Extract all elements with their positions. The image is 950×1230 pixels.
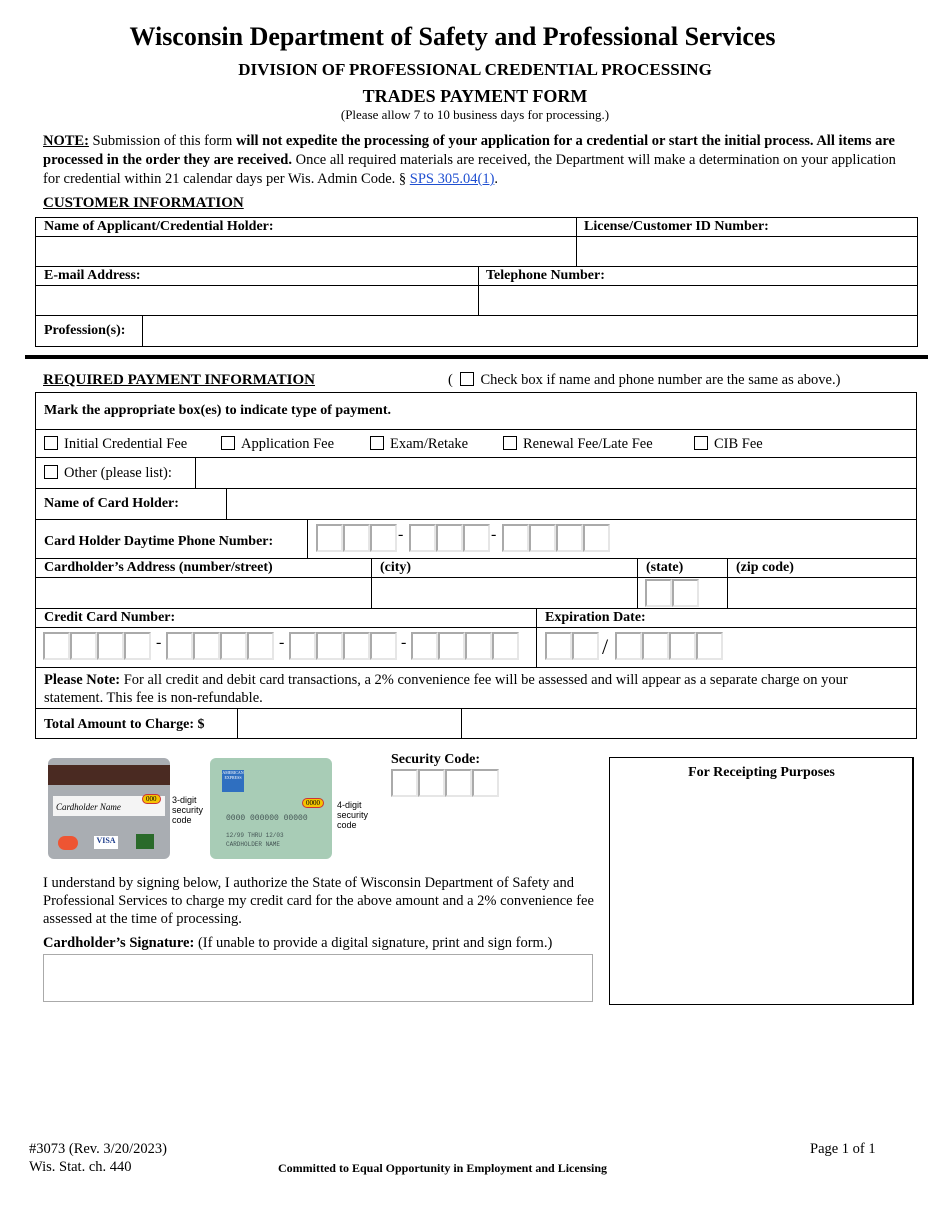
divider: [35, 558, 917, 559]
digit-box[interactable]: [572, 632, 599, 660]
divider: [637, 558, 638, 608]
cid-sample: 0000: [302, 798, 324, 808]
fee-renewal[interactable]: [503, 436, 653, 453]
amex-dates: 12/99 THRU 12/03: [226, 832, 284, 839]
digit-box[interactable]: [124, 632, 151, 660]
divider: [35, 429, 917, 430]
card-number-group-2[interactable]: [166, 632, 274, 660]
digit-box[interactable]: [418, 769, 445, 797]
fee-initial[interactable]: [44, 436, 187, 453]
signature-note: (If unable to provide a digital signature, print and sign form.): [194, 935, 553, 951]
sps-link[interactable]: SPS 305.04(1): [409, 171, 495, 187]
please-note-label: Please Note:: [44, 672, 121, 688]
checkbox[interactable]: [694, 436, 708, 450]
digit-box[interactable]: [370, 632, 397, 660]
checkbox[interactable]: [44, 436, 58, 450]
digit-box[interactable]: [492, 632, 519, 660]
divider: [727, 558, 728, 608]
fee-exam-retake[interactable]: [370, 436, 468, 453]
card-number-group-3[interactable]: [289, 632, 397, 660]
digit-box[interactable]: [343, 524, 370, 552]
amex-logo: AMERICAN EXPRESS: [222, 770, 244, 792]
amex-holder: CARDHOLDER NAME: [226, 841, 281, 848]
digit-box[interactable]: [409, 524, 436, 552]
dash: -: [491, 526, 497, 543]
digit-box[interactable]: [615, 632, 642, 660]
divider: [35, 708, 917, 709]
expiration-month-boxes[interactable]: [545, 632, 599, 660]
amex-number-sample: 0000 000000 00000: [226, 814, 308, 823]
note-label: NOTE:: [43, 133, 89, 149]
divider: [35, 577, 917, 578]
section-divider: [25, 355, 928, 359]
digit-box[interactable]: [642, 632, 669, 660]
phone-area-code-boxes[interactable]: [316, 524, 397, 552]
equal-opportunity: Committed to Equal Opportunity in Employment and Licensing: [278, 1161, 608, 1175]
digit-box[interactable]: [463, 524, 490, 552]
divider: [35, 315, 918, 316]
digit-box[interactable]: [193, 632, 220, 660]
receipting-title: For Receipting Purposes: [688, 765, 835, 780]
same-as-above: [448, 372, 840, 389]
digit-box[interactable]: [166, 632, 193, 660]
email-field[interactable]: [37, 287, 476, 314]
divider: [536, 608, 537, 667]
authorization-text: I understand by signing below, I authorize the State of Wisconsin Department of Safety and Professional Services to charge my credit card for the above amount and a 2% convenience fee assessed at the time of processing.: [43, 875, 594, 927]
fee-cib[interactable]: [694, 436, 763, 453]
divider: [35, 627, 917, 628]
expiration-label: Expiration Date:: [545, 610, 646, 625]
slash: /: [602, 634, 609, 659]
fee-label: Other (please list):: [64, 465, 172, 481]
divider: [35, 667, 917, 668]
digit-box[interactable]: [645, 579, 672, 607]
fee-label: Application Fee: [241, 436, 335, 452]
divider: [35, 266, 918, 267]
fee-label: Renewal Fee/Late Fee: [523, 436, 653, 452]
card-holder-name-field[interactable]: [228, 490, 915, 518]
note-bold: will not expedite the processing of your application for a credential or start the initial process. All items are processed in the order they are received.: [43, 133, 895, 168]
total-label: Total Amount to Charge: $: [44, 717, 205, 732]
profession-label: Profession(s):: [44, 323, 126, 338]
signature-label-line: [43, 935, 552, 952]
digit-box[interactable]: [672, 579, 699, 607]
telephone-field[interactable]: [480, 287, 916, 314]
digit-box[interactable]: [502, 524, 529, 552]
card-holder-sample: Cardholder Name: [56, 802, 121, 812]
note-text: Submission of this form: [88, 133, 236, 149]
customer-id-label: License/Customer ID Number:: [584, 219, 769, 234]
fee-application[interactable]: [221, 436, 334, 453]
digit-box[interactable]: [97, 632, 124, 660]
dash: -: [156, 634, 162, 651]
digit-box[interactable]: [220, 632, 247, 660]
processing-note: (Please allow 7 to 10 business days for processing.): [340, 107, 610, 122]
dash: -: [398, 526, 404, 543]
same-as-above-checkbox[interactable]: [460, 372, 474, 386]
page-title: Wisconsin Department of Safety and Professional Services: [129, 22, 776, 51]
paren: (: [448, 372, 453, 388]
statute: Wis. Stat. ch. 440: [29, 1159, 132, 1175]
city-field[interactable]: [373, 579, 636, 607]
zip-label: (zip code): [736, 560, 794, 575]
form-number: #3073 (Rev. 3/20/2023): [29, 1141, 168, 1157]
digit-box[interactable]: [583, 524, 610, 552]
digit-box[interactable]: [529, 524, 556, 552]
applicant-name-field[interactable]: [37, 238, 574, 265]
digit-box[interactable]: [465, 632, 492, 660]
divider: [237, 708, 238, 739]
discover-logo: [136, 834, 154, 849]
divider: [35, 519, 917, 520]
zip-field[interactable]: [729, 579, 916, 607]
digit-box[interactable]: [472, 769, 499, 797]
payment-heading: REQUIRED PAYMENT INFORMATION: [43, 372, 315, 388]
cvv-sample: 000: [142, 794, 161, 804]
digit-box[interactable]: [669, 632, 696, 660]
please-note-text: For all credit and debit card transactions, a 2% convenience fee will be assessed and will appear as a separate charge on your statement. This fee is non-refundable.: [44, 672, 848, 706]
division-title: DIVISION OF PROFESSIONAL CREDENTIAL PROCESSING: [238, 60, 712, 79]
city-label: (city): [380, 560, 412, 575]
divider: [35, 608, 917, 609]
digit-box[interactable]: [696, 632, 723, 660]
digit-box[interactable]: [316, 632, 343, 660]
phone-prefix-boxes[interactable]: [409, 524, 490, 552]
digit-box[interactable]: [545, 632, 572, 660]
divider: [142, 315, 143, 347]
card-number-group-4[interactable]: [411, 632, 519, 660]
checkbox[interactable]: [370, 436, 384, 450]
checkbox[interactable]: [503, 436, 517, 450]
digit-box[interactable]: [556, 524, 583, 552]
form-title: TRADES PAYMENT FORM: [362, 86, 588, 106]
address-field[interactable]: [37, 579, 370, 607]
daytime-phone-label: Card Holder Daytime Phone Number:: [44, 534, 274, 549]
digit-box[interactable]: [247, 632, 274, 660]
dash: -: [279, 634, 285, 651]
receipting-box: [609, 757, 914, 1005]
digit-box[interactable]: [289, 632, 316, 660]
divider: [226, 488, 227, 519]
divider: [307, 519, 308, 558]
three-digit-caption: 3-digit security code: [172, 795, 204, 825]
divider: [35, 236, 918, 237]
note-end: .: [494, 171, 499, 187]
digit-box[interactable]: [70, 632, 97, 660]
divider: [35, 457, 917, 458]
divider: [195, 457, 196, 488]
note-text-2: Once all required materials are received, the Department will make a determination on your application for credential within 21 calendar days per Wis. Admin Code. §: [43, 152, 896, 187]
digit-box[interactable]: [370, 524, 397, 552]
page-number: Page 1 of 1: [810, 1141, 876, 1157]
fee-other[interactable]: [44, 465, 172, 482]
fee-label: Exam/Retake: [390, 436, 469, 452]
digit-box[interactable]: [343, 632, 370, 660]
checkbox[interactable]: [221, 436, 235, 450]
same-as-above-label: Check box if name and phone number are the same as above.): [480, 372, 841, 388]
digit-box[interactable]: [316, 524, 343, 552]
fee-label: CIB Fee: [714, 436, 763, 452]
total-amount-field[interactable]: [239, 710, 460, 738]
security-code-boxes[interactable]: [391, 769, 499, 797]
other-fee-field[interactable]: [197, 459, 915, 487]
divider: [576, 217, 577, 266]
card-number-group-1[interactable]: [43, 632, 151, 660]
digit-box[interactable]: [391, 769, 418, 797]
address-label: Cardholder’s Address (number/street): [44, 560, 273, 575]
mark-type-label: Mark the appropriate box(es) to indicate type of payment.: [44, 403, 391, 418]
digit-box[interactable]: [436, 524, 463, 552]
telephone-label: Telephone Number:: [486, 268, 605, 283]
security-code-label: Security Code:: [391, 752, 481, 767]
digit-box[interactable]: [43, 632, 70, 660]
note-paragraph: [43, 132, 913, 189]
signature-field[interactable]: [43, 954, 593, 1002]
fee-label: Initial Credential Fee: [64, 436, 188, 452]
magnetic-stripe: [48, 765, 170, 785]
visa-logo: VISA: [94, 836, 118, 849]
four-digit-caption: 4-digit security code: [337, 800, 369, 830]
mastercard-logo: [58, 836, 78, 850]
signature-label: Cardholder’s Signature:: [43, 935, 195, 951]
divider: [35, 285, 918, 286]
state-label: (state): [646, 560, 684, 575]
expiration-year-boxes[interactable]: [615, 632, 723, 660]
card-holder-name-label: Name of Card Holder:: [44, 496, 179, 511]
card-back-image: [48, 758, 170, 859]
dash: -: [401, 634, 407, 651]
digit-box[interactable]: [438, 632, 465, 660]
divider: [478, 266, 479, 316]
divider: [371, 558, 372, 608]
email-label: E-mail Address:: [44, 268, 141, 283]
customer-heading: CUSTOMER INFORMATION: [43, 195, 244, 211]
state-boxes[interactable]: [645, 579, 699, 607]
digit-box[interactable]: [411, 632, 438, 660]
digit-box[interactable]: [445, 769, 472, 797]
profession-field[interactable]: [144, 317, 916, 346]
amex-card-image: [210, 758, 332, 859]
checkbox[interactable]: [44, 465, 58, 479]
card-number-label: Credit Card Number:: [44, 610, 176, 625]
phone-line-boxes[interactable]: [502, 524, 610, 552]
divider: [35, 488, 917, 489]
applicant-name-label: Name of Applicant/Credential Holder:: [44, 219, 274, 234]
convenience-fee-note: [44, 671, 910, 707]
divider: [461, 708, 462, 739]
customer-id-field[interactable]: [578, 238, 916, 265]
